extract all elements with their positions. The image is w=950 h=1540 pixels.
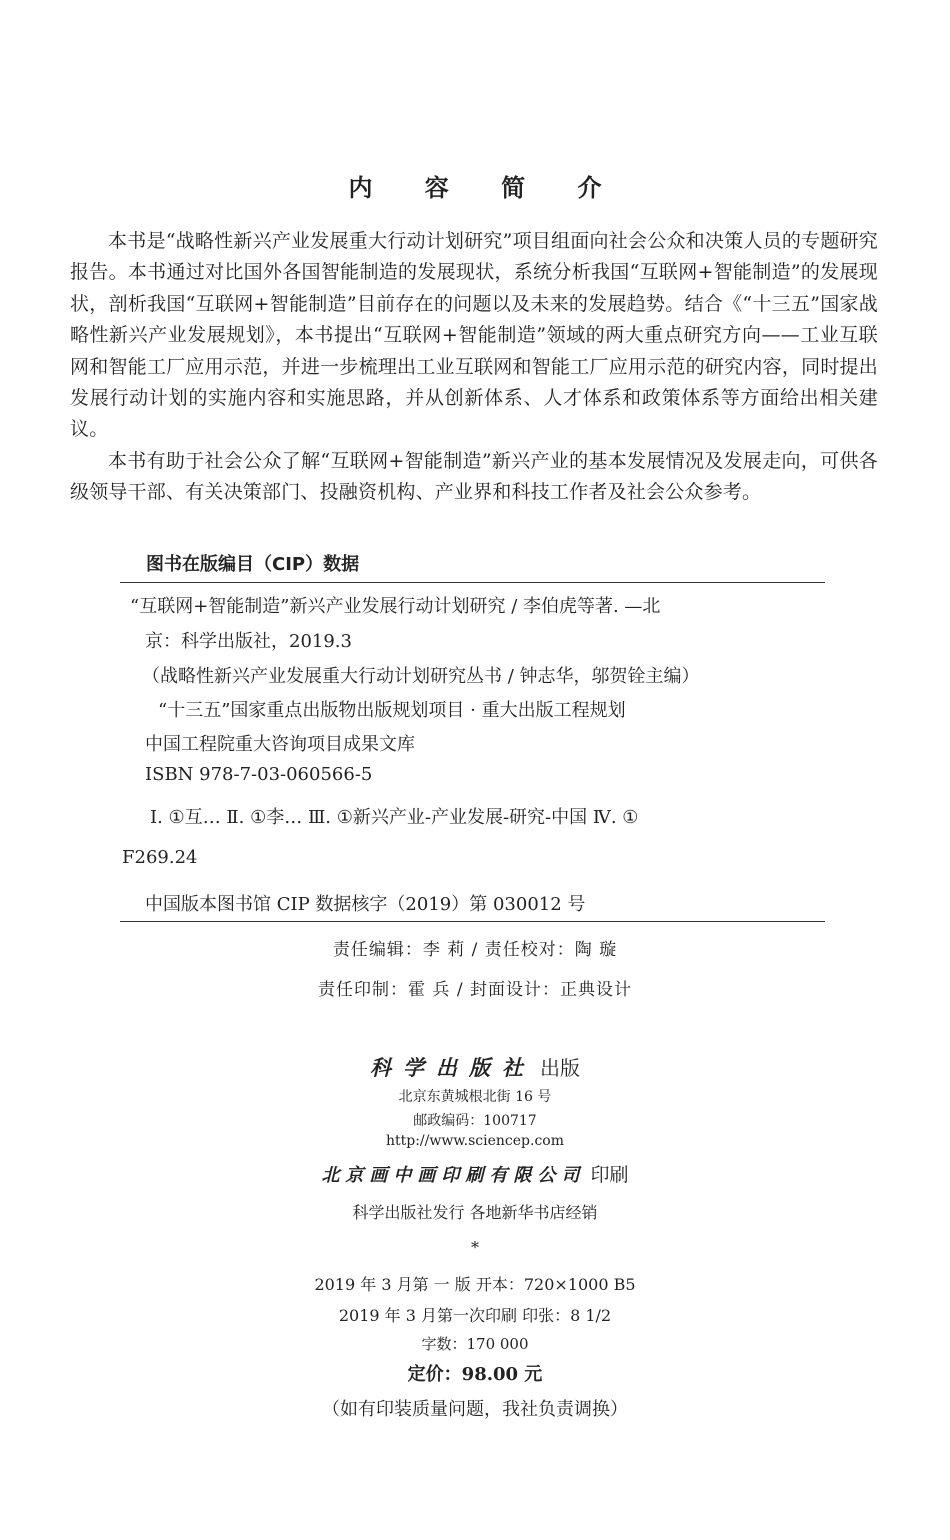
word-count: 字数：170 000 <box>421 1335 529 1353</box>
publisher-address: 北京东黄城根北街 16 号 <box>398 1089 552 1105</box>
printing-line: 2019 年 3 月第一次印刷 印张：8 1/2 <box>338 1306 612 1325</box>
print-credits: 责任印制：霍 兵 / 封面设计：正典设计 <box>318 980 632 1000</box>
cip-series-line: （战略性新兴产业发展重大行动计划研究丛书 / 钟志华，邬贺铨主编） <box>142 666 700 687</box>
cip-class-code: F269.24 <box>122 847 198 868</box>
printer-suffix: 印刷 <box>590 1164 629 1186</box>
editor-credits: 责任编辑：李 莉 / 责任校对：陶 璇 <box>332 940 618 960</box>
cip-heading: 图书在版编目（CIP）数据 <box>146 554 360 575</box>
cip-library-line: 中国工程院重大咨询项目成果文库 <box>145 734 415 755</box>
publisher-url: http://www.sciencep.com <box>385 1133 564 1149</box>
cip-project-line: “十三五”国家重点出版物出版规划项目 · 重大出版工程规划 <box>158 700 626 721</box>
publisher-postcode: 邮政编码：100717 <box>413 1113 537 1129</box>
printer-name: 北京画中画印刷有限公司 <box>321 1165 586 1186</box>
cip-publisher-line: 京：科学出版社，2019.3 <box>145 631 352 652</box>
printer-line <box>0 1160 950 1187</box>
summary-paragraph-1: 本书是“战略性新兴产业发展重大行动计划研究”项目组面向社会公众和决策人员的专题研究报告。本书通过对比国外各国智能制造的发展现状，系统分析我国“互联网+智能制造”的发展现状，剖析我国“互联网+智能制造”目前存在的问题以及未来的发展趋势。结合《“十三五”国家战略性新兴产业发展规划》，本书提出“互联网+智能制造”领域的两大重点研究方向——工业互联网和智能工厂应用示范，并进一步梳理出工业互联网和智能工厂应用示范的研究内容，同时提出发展行动计划的实施内容和实施思路，并从创新体系、人才体系和政策体系等方面给出相关建议。 <box>70 230 878 441</box>
publisher-line <box>0 1052 950 1082</box>
quality-notice: （如有印装质量问题，我社负责调换） <box>322 1399 628 1420</box>
price-line <box>0 1360 950 1386</box>
price-label: 定价： <box>407 1364 462 1385</box>
edition-line: 2019 年 3 月第 一 版 开本：720×1000 B5 <box>314 1275 636 1294</box>
cip-top-rule <box>120 582 825 583</box>
distribution-line: 科学出版社发行 各地新华书店经销 <box>352 1203 598 1222</box>
summary-paragraph-2: 本书有助于社会公众了解“互联网+智能制造”新兴产业的基本发展情况及发展走向，可供各级领导干部、有关决策部门、投融资机构、产业界和科技工作者及社会公众参考。 <box>70 449 878 504</box>
publisher-name: 科学出版社 <box>369 1055 535 1080</box>
publisher-suffix: 出版 <box>540 1056 581 1080</box>
cip-bottom-rule <box>120 921 825 922</box>
separator-star: * <box>471 1238 479 1257</box>
price-value: 98.00 元 <box>461 1364 543 1385</box>
cip-title-line: “互联网+智能制造”新兴产业发展行动计划研究 / 李伯虎等著. —北 <box>130 596 661 617</box>
cip-classification-line: Ⅰ. ①互… Ⅱ. ①李… Ⅲ. ①新兴产业-产业发展-研究-中国 Ⅳ. ① <box>150 807 639 828</box>
cip-isbn: ISBN 978-7-03-060566-5 <box>145 764 373 785</box>
content-summary <box>70 226 878 509</box>
page-title: 内 容 简 介 <box>348 174 624 202</box>
cip-record-number: 中国版本图书馆 CIP 数据核字（2019）第 030012 号 <box>145 894 586 915</box>
